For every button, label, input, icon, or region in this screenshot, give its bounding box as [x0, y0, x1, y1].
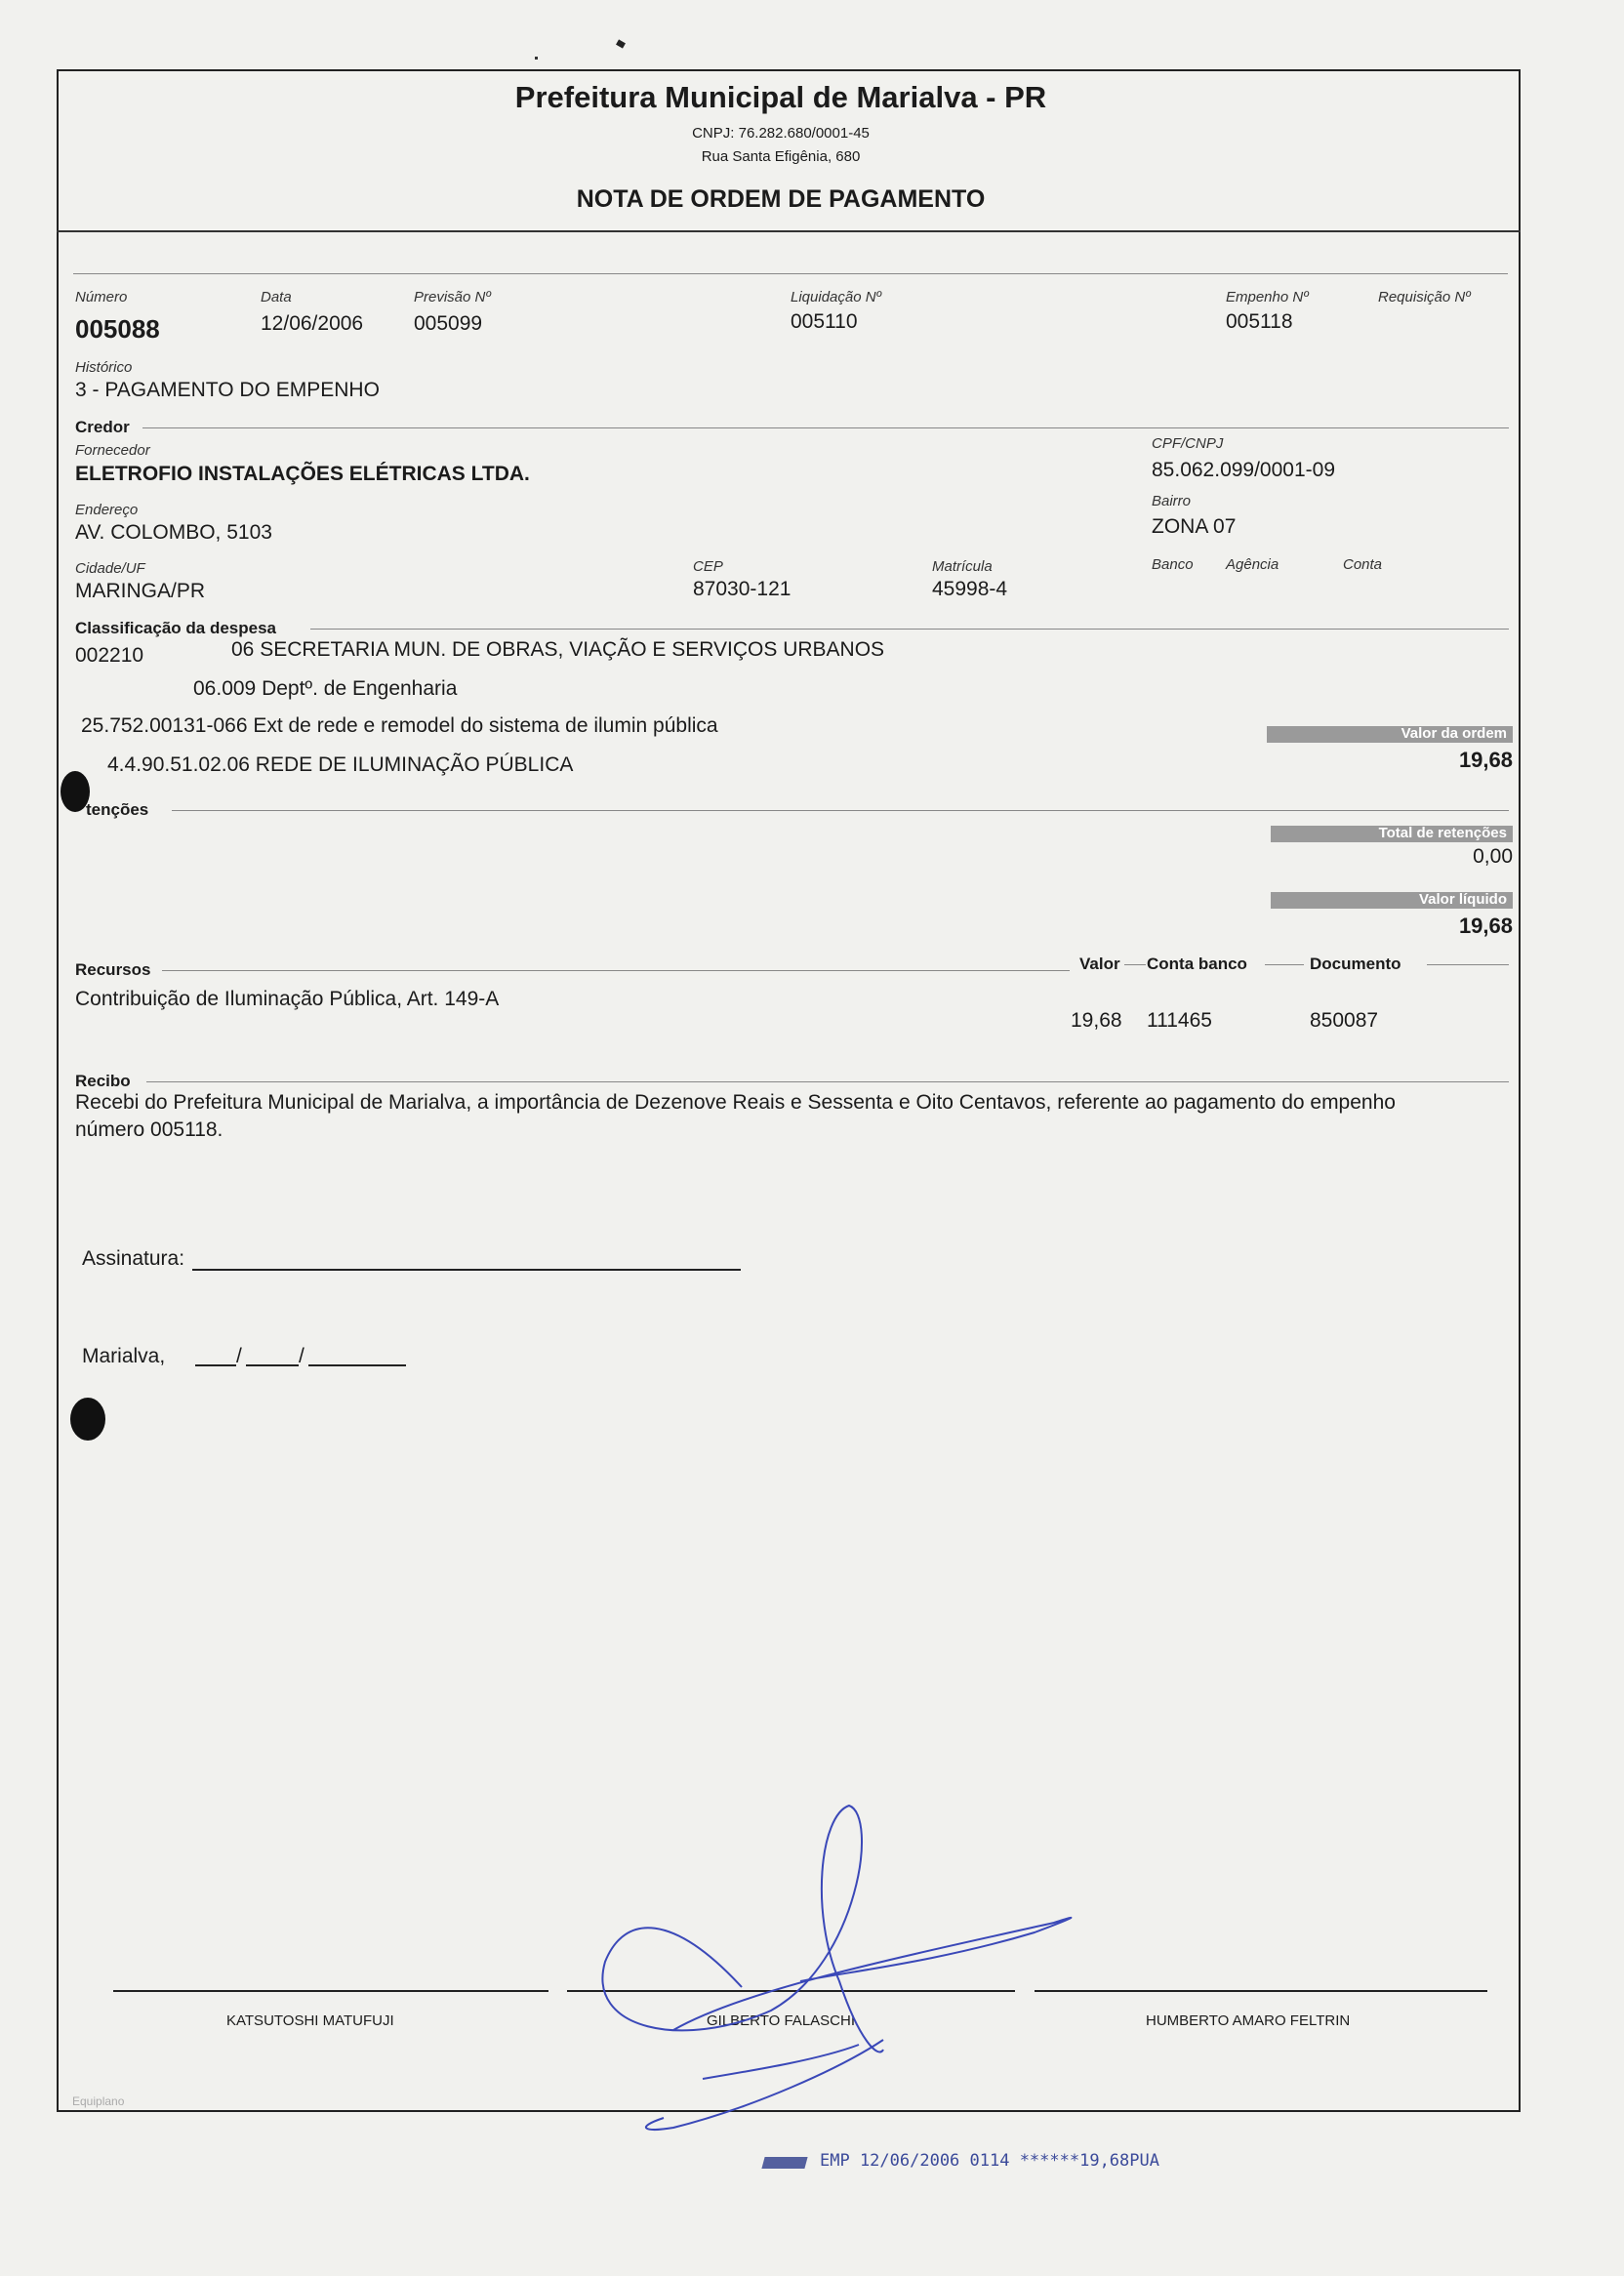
- previsao-value: 005099: [414, 312, 483, 335]
- recursos-conta: 111465: [1147, 1009, 1212, 1032]
- signatory-1: KATSUTOSHI MATUFUJI: [226, 2012, 394, 2029]
- bairro-value: ZONA 07: [1152, 515, 1237, 538]
- recursos-section: Recursos: [75, 960, 151, 979]
- software-label: Equiplano: [72, 2094, 125, 2108]
- cep-label: CEP: [693, 558, 723, 575]
- projeto-value: 25.752.00131-066 Ext de rede e remodel do sistema de ilumin pública: [81, 714, 718, 737]
- payment-stamp: EMP 12/06/2006 0114 ******19,68PUA: [820, 2151, 1159, 2171]
- cpf-value: 85.062.099/0001-09: [1152, 459, 1336, 481]
- fornecedor-value: ELETROFIO INSTALAÇÕES ELÉTRICAS LTDA.: [75, 463, 530, 485]
- stamp-logo: [761, 2157, 807, 2169]
- total-retencoes-value: 0,00: [1473, 845, 1513, 868]
- valor-ordem-label: Valor da ordem: [1401, 725, 1507, 742]
- cidade-label: Cidade/UF: [75, 560, 145, 577]
- credor-section: Credor: [75, 418, 130, 436]
- retencoes-section: tenções: [86, 800, 149, 819]
- secretaria-value: 06 SECRETARIA MUN. DE OBRAS, VIAÇÃO E SERVIÇOS URBANOS: [231, 638, 885, 661]
- classificacao-section: Classificação da despesa: [75, 619, 277, 637]
- agencia-label: Agência: [1226, 556, 1279, 573]
- recursos-valor-header: Valor: [1079, 955, 1120, 973]
- matricula-value: 45998-4: [932, 578, 1008, 600]
- endereco-value: AV. COLOMBO, 5103: [75, 521, 272, 544]
- numero-label: Número: [75, 289, 128, 305]
- signatory-2: GILBERTO FALASCHI: [707, 2012, 855, 2029]
- marialva-label: Marialva,: [82, 1345, 166, 1367]
- cep-value: 87030-121: [693, 578, 792, 600]
- recursos-documento: 850087: [1310, 1009, 1379, 1032]
- numero-value: 005088: [75, 314, 160, 344]
- historico-value: 3 - PAGAMENTO DO EMPENHO: [75, 379, 380, 401]
- liquidacao-label: Liquidação Nº: [791, 289, 882, 305]
- empenho-label: Empenho Nº: [1226, 289, 1309, 305]
- liquidacao-value: 005110: [791, 310, 858, 333]
- matricula-label: Matrícula: [932, 558, 993, 575]
- valor-ordem-value: 19,68: [1458, 748, 1513, 772]
- total-retencoes-label: Total de retenções: [1378, 825, 1507, 841]
- conta-label: Conta: [1343, 556, 1383, 573]
- recursos-documento-header: Documento: [1310, 955, 1401, 973]
- cnpj-text: CNPJ: 76.282.680/0001-45: [692, 125, 870, 142]
- banco-label: Banco: [1152, 556, 1194, 573]
- data-value: 12/06/2006: [261, 312, 364, 335]
- endereco-label: Endereço: [75, 502, 139, 518]
- recibo-line-2: número 005118.: [75, 1118, 223, 1141]
- fornecedor-label: Fornecedor: [75, 442, 150, 459]
- recibo-section: Recibo: [75, 1072, 131, 1090]
- recursos-conta-header: Conta banco: [1147, 955, 1247, 973]
- assinatura-label: Assinatura:: [82, 1247, 185, 1270]
- bairro-label: Bairro: [1152, 493, 1192, 509]
- page-title: Prefeitura Municipal de Marialva - PR: [514, 80, 1047, 114]
- date-slash: /: [236, 1345, 242, 1367]
- cidade-value: MARINGA/PR: [75, 580, 206, 602]
- cpf-label: CPF/CNPJ: [1152, 435, 1224, 452]
- address-text: Rua Santa Efigênia, 680: [701, 148, 861, 165]
- recursos-descricao: Contribuição de Iluminação Pública, Art. 149-A: [75, 988, 500, 1010]
- historico-label: Histórico: [75, 359, 133, 376]
- requisicao-label: Requisição Nº: [1378, 289, 1471, 305]
- classificacao-code: 002210: [75, 644, 144, 667]
- recibo-line-1: Recebi do Prefeitura Municipal de Marialva, a importância de Dezenove Reais e Sessenta e Oito Centavos, referente ao pagamento do empenho: [75, 1091, 1396, 1114]
- recursos-valor: 19,68: [1071, 1009, 1122, 1032]
- elemento-value: 4.4.90.51.02.06 REDE DE ILUMINAÇÃO PÚBLICA: [107, 753, 574, 776]
- signatory-3: HUMBERTO AMARO FELTRIN: [1146, 2012, 1351, 2029]
- document-title: NOTA DE ORDEM DE PAGAMENTO: [576, 185, 986, 213]
- departamento-value: 06.009 Deptº. de Engenharia: [193, 677, 458, 700]
- valor-liquido-label: Valor líquido: [1418, 891, 1507, 908]
- data-label: Data: [261, 289, 292, 305]
- empenho-value: 005118: [1226, 310, 1293, 333]
- valor-liquido-value: 19,68: [1458, 914, 1513, 938]
- previsao-label: Previsão Nº: [414, 289, 491, 305]
- date-slash: /: [299, 1345, 304, 1367]
